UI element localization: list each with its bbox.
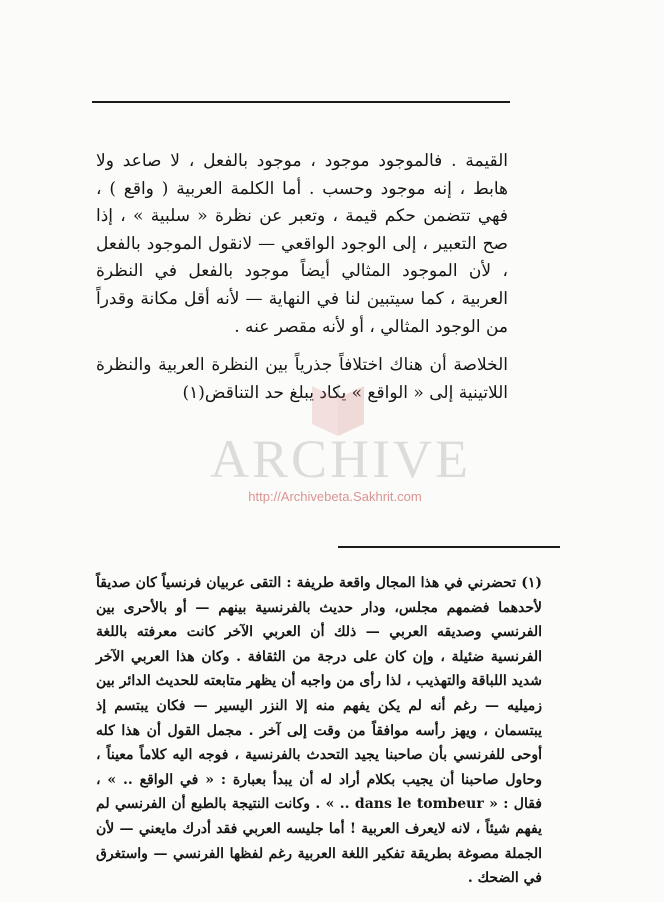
watermark-title: ARCHIVE (210, 429, 471, 489)
watermark-url: http://Archivebeta.Sakhrit.com (248, 489, 422, 504)
footnote (96, 571, 542, 891)
paragraph-1: القيمة . فالموجود موجود ، موجود بالفعل ، لا صاعد ولا هابط ، إنه موجود وحسب . أما الكلمة العربية ( واقع ) ، فهي تتضمن حكم قيمة ، وتعبر عن نظرة « سلبية » ، إذا صح التعبير ، إلى الوجود الواقعي — لانقول الموجود بالفعل ، لأن الموجود المثالي أيضاً موجود بالفعل في النظرة العربية ، كما سيتبين لنا في النهاية — لأنه أقل مكانة وقدراً من الوجود المثالي ، أو لأنه مقصر عنه . (96, 151, 508, 337)
footnote-text: (١) تحضرني في هذا المجال واقعة طريفة : التقى عربيان فرنسياً كان صديقاً لأحدهما فضمهم مجلس، ودار حديث بالفرنسية بينهم — أو بالأحرى بين الفرنسي وصديقه العربي — ذلك أن العربي الآخر كانت معرفته باللغة الفرنسية ضئيلة ، وإن كان على درجة من الثقافة . وكان هذا العربي الآخر شديد اللباقة والتهذيب ، لذا رأى من واجبه أن يظهر متابعته للحديث الدائر بين زميليه — رغم أنه لم يكن يفهم منه إلا النزر اليسير — فكان يبتسم إذ يبتسمان ، ويهز رأسه موافقاً من وقت إلى آخر . مجمل القول أن هذا كله أوحى للفرنسي بأن صاحبنا يجيد التحدث بالفرنسية ، فوجه اليه كلاماً معيناً ، وحاول صاحبنا أن يجيب بكلام أراد له أن يبدأ بعبارة : « في الواقع .. » ، فقال : « dans le tombeur .. » . وكانت النتيجة بالطبع أن الفرنسي لم يفهم شيئاً ، لانه لايعرف العربية ! أما جليسه العربي فقد أدرك مايعني — لأن الجملة مصوغة بطريقة تفكير اللغة العربية رغم لفظها الفرنسي — واستغرق في الضحك . (96, 575, 542, 887)
paragraph-2: الخلاصة أن هناك اختلافاً جذرياً بين النظرة العربية والنظرة اللاتينية إلى « الواقع » يكاد يبلغ حد التناقض(١) (96, 355, 508, 403)
footnote-rule (338, 546, 560, 548)
top-rule (92, 101, 510, 103)
main-text (96, 148, 508, 407)
